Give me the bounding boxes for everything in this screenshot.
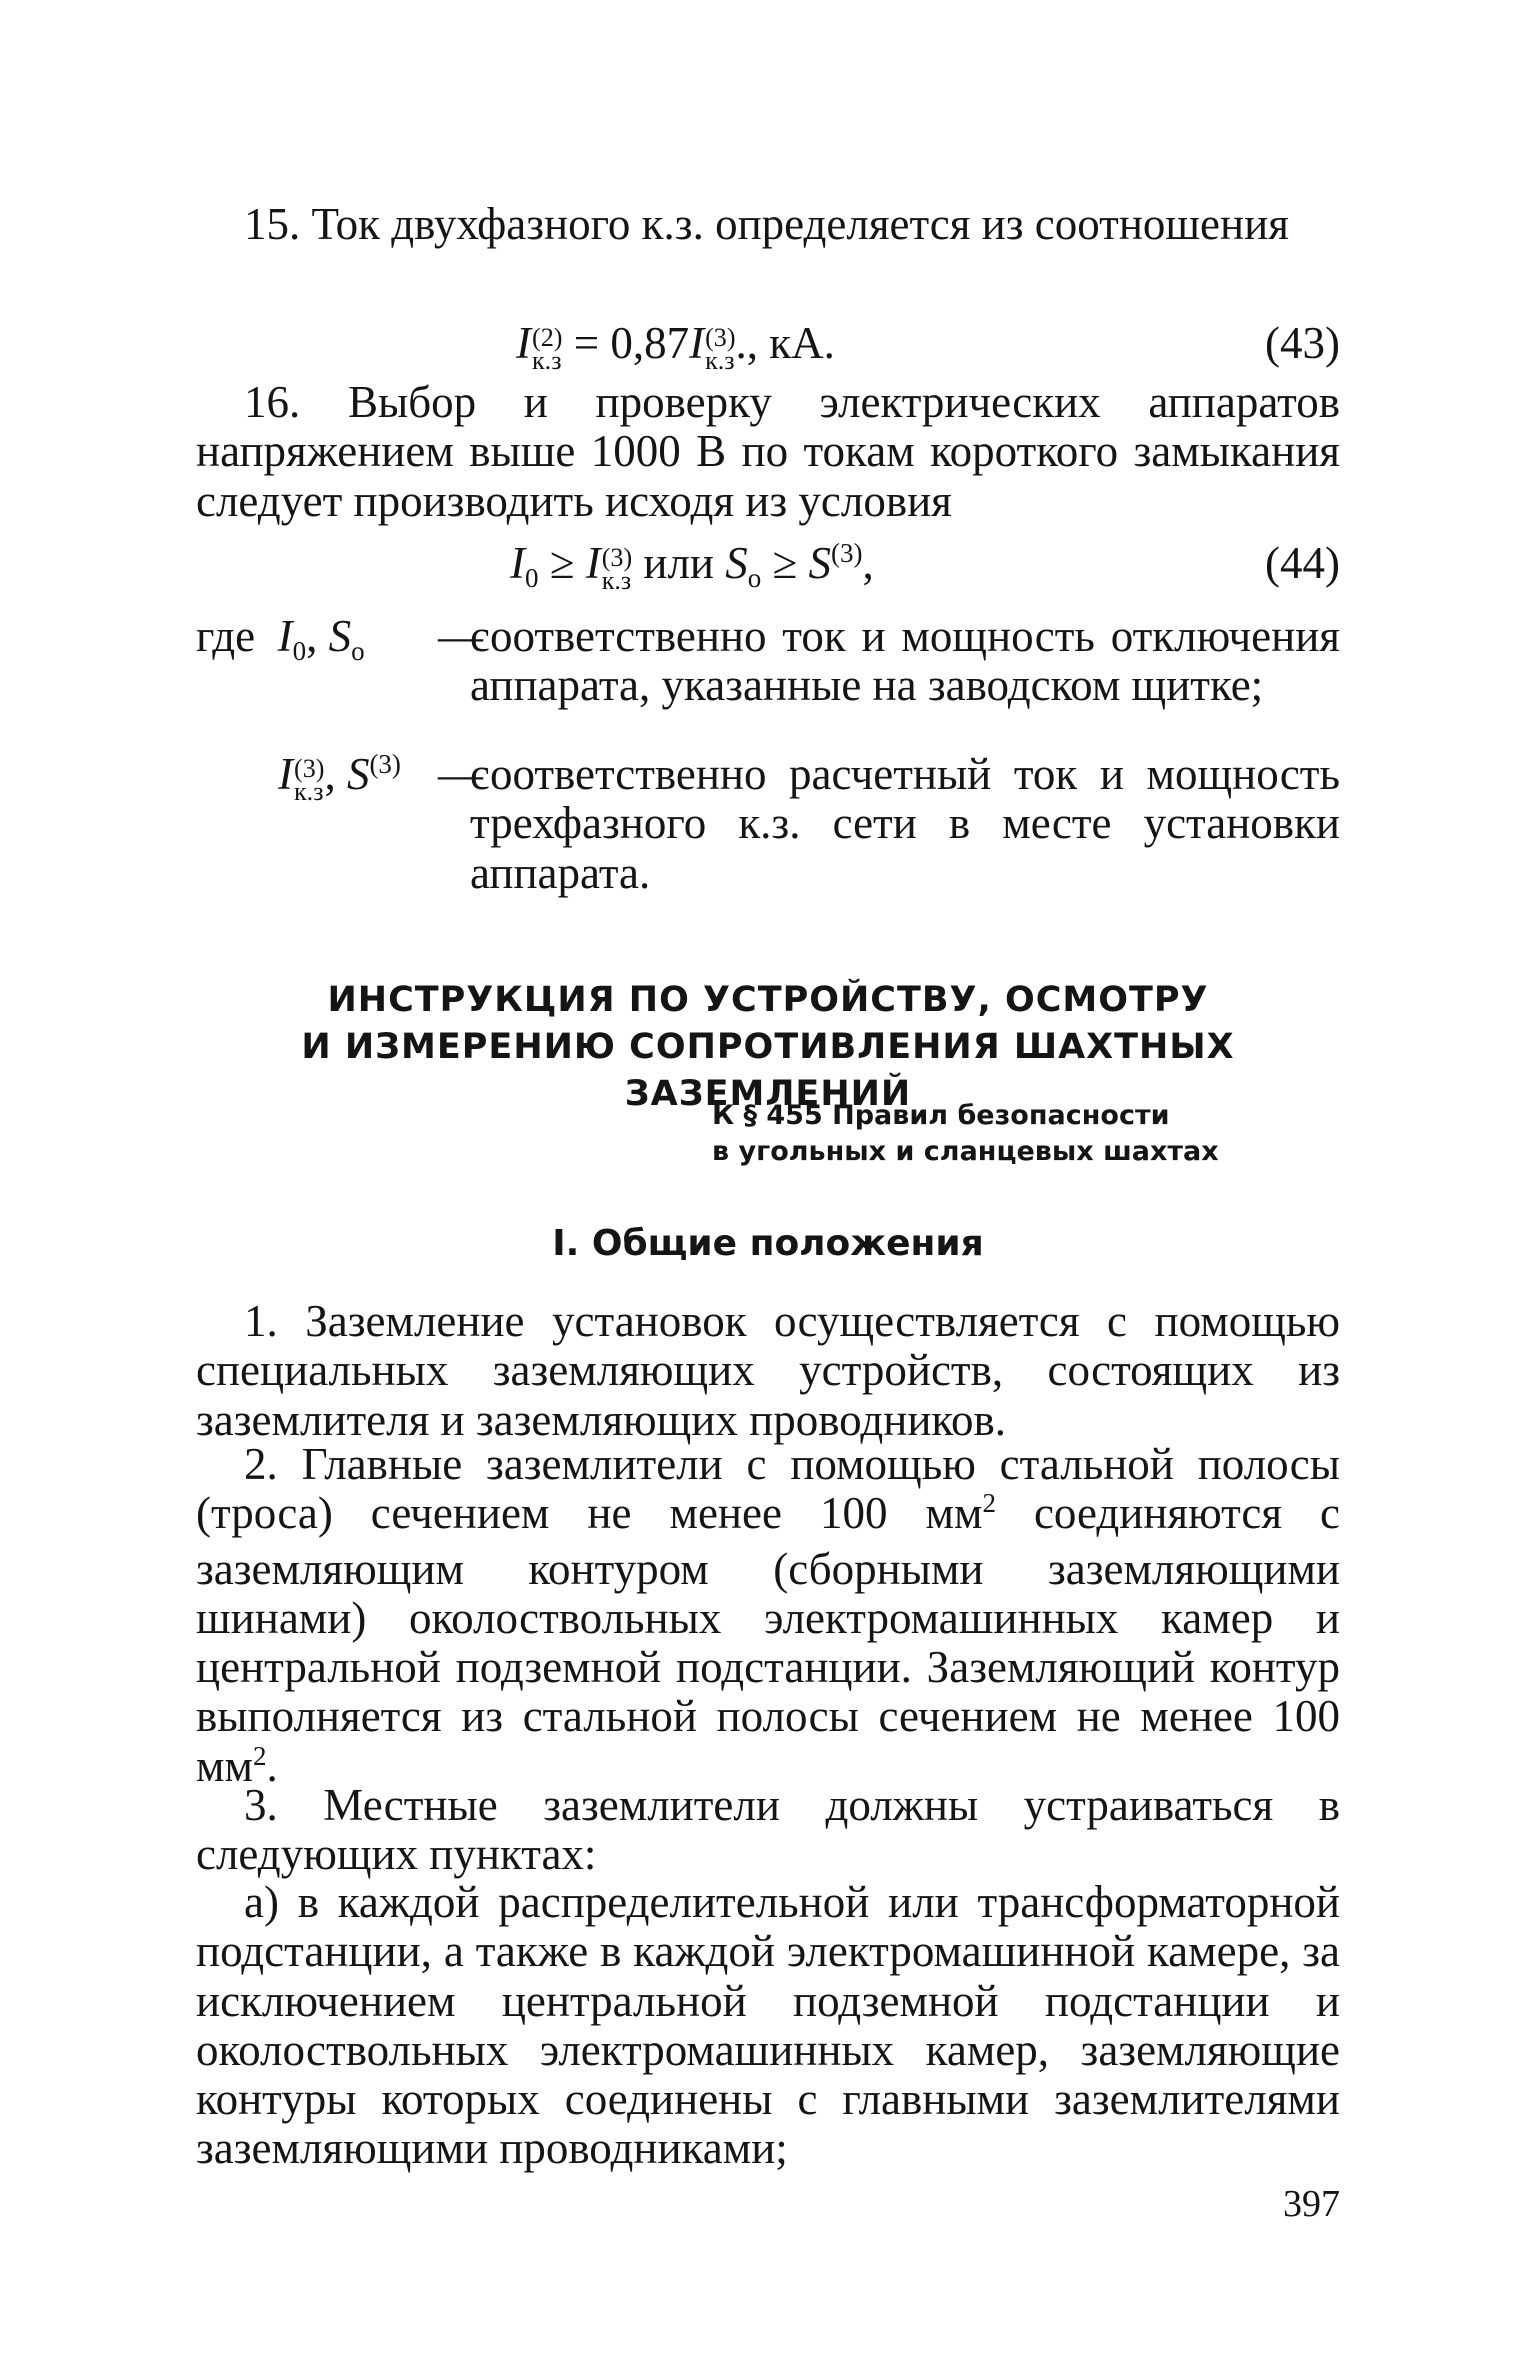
formula-43-expression: I (2) к.з = 0,87I (3) к.з ., кА. — [516, 318, 835, 376]
equation-number-43: (43) — [1265, 318, 1340, 368]
heading-line-1: ИНСТРУКЦИЯ ПО УСТРОЙСТВУ, ОСМОТРУ — [327, 980, 1209, 1020]
formula-44 — [196, 536, 1340, 596]
definition-text-1: соответственно ток и мощность отключения аппарата, указанные на заводском щитке; — [470, 611, 1340, 711]
formula-43 — [196, 316, 1340, 376]
formula-44-expression: $I_0 \ge I$ (3) к.з или $S_о \ge S^{(3)}$, — [510, 537, 874, 596]
item-3a: а) в каждой распределительной или трансформаторной подстанции, а также в каждой электромашинной камере, за исключением центральной подземной подстанции и околоствольных электромашинных камер, заземляющие контуры которых соединены с главными заземлителями заземляющими проводниками; — [196, 1877, 1340, 2174]
definition-dash-2: — — [438, 749, 483, 799]
definition-row-1 — [196, 612, 1340, 760]
page-number: 397 — [1283, 2183, 1340, 2225]
item-3: 3. Местные заземлители должны устраиваться в следующих пунктах: — [196, 1780, 1340, 1880]
paragraph-16: 16. Выбор и проверку электрических аппаратов напряжением выше 1000 В по токам короткого замыкания следует производить исходя из условия — [196, 377, 1340, 526]
definition-symbols-2: I (3) к.з , $S^{(3)}$ — [278, 748, 401, 807]
section-title: I. Общие положения — [552, 1223, 984, 1264]
epigraph — [712, 1098, 1322, 1170]
epigraph-line-2: в угольных и сланцевых шахтах — [712, 1136, 1219, 1167]
heading-line-2: И ИЗМЕРЕНИЮ СОПРОТИВЛЕНИЯ ШАХТНЫХ ЗАЗЕМЛЕНИЙ — [301, 1027, 1235, 1114]
definition-row-2 — [196, 750, 1340, 898]
definition-text-2: соответственно расчетный ток и мощность трехфазного к.з. сети в месте установки аппарата. — [470, 749, 1340, 898]
definition-symbols-1: где $I_0$, $S_о$ — [196, 611, 365, 667]
instruction-heading — [196, 977, 1340, 1118]
definition-dash-1: — — [438, 611, 483, 661]
epigraph-line-1: К § 455 Правил безопасности — [712, 1100, 1170, 1131]
item-2: 2. Главные заземлители с помощью стальной полосы (троса) сечением не менее 100 $мм^2$ соединяются с заземляющим контуром (сборными заземляющими шинами) околоствольных электромашинных камер и центральной подземной подстанции. Заземляющий контур выполняется из стальной полосы сечением не менее 100 $мм^2$. — [196, 1439, 1340, 1791]
item-1: 1. Заземление установок осуществляется с помощью специальных заземляющих устройств, состоящих из заземлителя и заземляющих проводников. — [196, 1296, 1340, 1445]
equation-number-44: (44) — [1265, 538, 1340, 588]
paragraph-15: 15. Ток двухфазного к.з. определяется из соотношения — [244, 199, 1289, 249]
